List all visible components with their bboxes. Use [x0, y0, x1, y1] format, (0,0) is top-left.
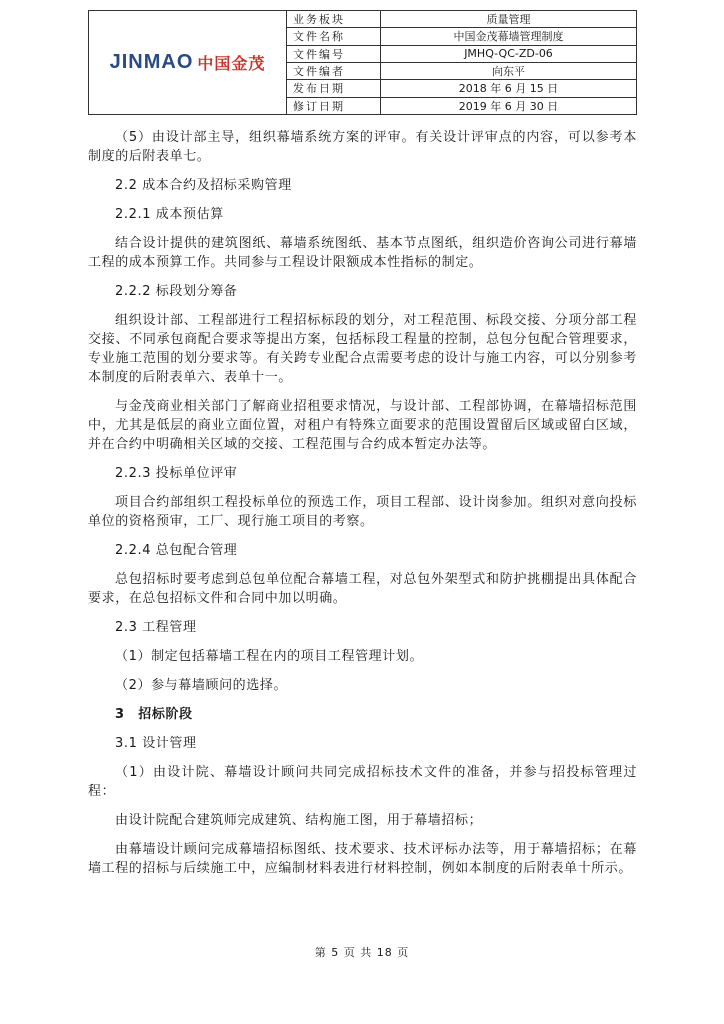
paragraph: （1）由设计院、幕墙设计顾问共同完成招标技术文件的准备，并参与招投标管理过程： — [88, 765, 637, 799]
header-row — [287, 11, 636, 28]
paragraph: 由幕墙设计顾问完成幕墙招标图纸、技术要求、技术评标办法等，用于幕墙招标；在幕墙工程的招标与后续施工中，应编制材料表进行材料控制，例如本制度的后附表单十所示。 — [88, 842, 637, 876]
paragraph: 与金茂商业相关部门了解商业招租要求情况，与设计部、工程部协调，在幕墙招标范围中，尤其是低层的商业立面位置，对租户有特殊立面要求的范围设置留后区域或留白区域，并在合约中明确相关区域的交接、工程范围与合约成本暂定办法等。 — [88, 399, 637, 452]
header-row — [287, 63, 636, 80]
paragraph: 总包招标时要考虑到总包单位配合幕墙工程，对总包外架型式和防护挑棚提出具体配合要求，在总包招标文件和合同中加以明确。 — [88, 572, 637, 606]
paragraph: （5）由设计部主导，组织幕墙系统方案的评审。有关设计评审点的内容，可以参考本制度的后附表单七。 — [88, 130, 637, 164]
paragraph: 由设计院配合建筑师完成建筑、结构施工图，用于幕墙招标； — [115, 813, 483, 828]
logo-chinese-text: 中国金茂 — [197, 54, 266, 73]
header-info-rows — [287, 11, 636, 114]
subsection-heading: 2.2.1 成本预估算 — [115, 207, 224, 222]
header-value: 向东平 — [492, 65, 525, 79]
section-heading: 2.2 成本合约及招标采购管理 — [115, 178, 292, 193]
logo-latin-text: JINMAO — [109, 51, 194, 73]
header-row — [287, 28, 636, 45]
header-value: 2018 年 6 月 15 日 — [458, 82, 559, 96]
subsection-heading: 2.2.3 投标单位评审 — [115, 466, 238, 481]
paragraph: （2）参与幕墙顾问的选择。 — [115, 678, 288, 693]
document-header-table — [88, 10, 637, 115]
paragraph: 组织设计部、工程部进行工程招标标段的划分，对工程范围、标段交接、分项分部工程交接、不同承包商配合要求等提出方案，包括标段工程量的控制，总包分包配合管理要求，专业施工范围的划分要求等。有关跨专业配合点需要考虑的设计与施工内容，可以分别参考本制度的后附表单六、表单十一。 — [88, 313, 637, 385]
paragraph: （1）制定包括幕墙工程在内的项目工程管理计划。 — [115, 649, 424, 664]
header-row — [287, 46, 636, 63]
subsection-heading: 2.2.4 总包配合管理 — [115, 543, 238, 558]
chapter-heading: 3 招标阶段 — [115, 707, 193, 722]
header-value: 质量管理 — [486, 13, 531, 27]
subsection-heading: 2.2.2 标段划分筹备 — [115, 284, 238, 299]
header-label: 发布日期 — [287, 80, 381, 96]
header-row — [287, 80, 636, 97]
header-value: JMHQ-QC-ZD-06 — [464, 47, 553, 61]
header-value: 中国金茂幕墙管理制度 — [453, 30, 564, 44]
header-value: 2019 年 6 月 30 日 — [458, 99, 559, 113]
header-label: 文件名称 — [287, 28, 381, 44]
document-body — [88, 128, 637, 888]
header-label: 业务板块 — [287, 11, 381, 27]
paragraph: 项目合约部组织工程投标单位的预选工作，项目工程部、设计岗参加。组织对意向投标单位的资格预审，工厂、现行施工项目的考察。 — [88, 495, 637, 529]
page-number-footer: 第 5 页 共 18 页 — [314, 946, 410, 959]
company-logo — [89, 11, 287, 114]
header-label: 文件编号 — [287, 46, 381, 62]
section-heading: 3.1 设计管理 — [115, 736, 197, 751]
header-label: 修订日期 — [287, 98, 381, 114]
header-row — [287, 98, 636, 114]
section-heading: 2.3 工程管理 — [115, 620, 197, 635]
header-label: 文件编者 — [287, 63, 381, 79]
paragraph: 结合设计提供的建筑图纸、幕墙系统图纸、基本节点图纸，组织造价咨询公司进行幕墙工程的成本预算工作。共同参与工程设计限额成本性指标的制定。 — [88, 236, 637, 270]
